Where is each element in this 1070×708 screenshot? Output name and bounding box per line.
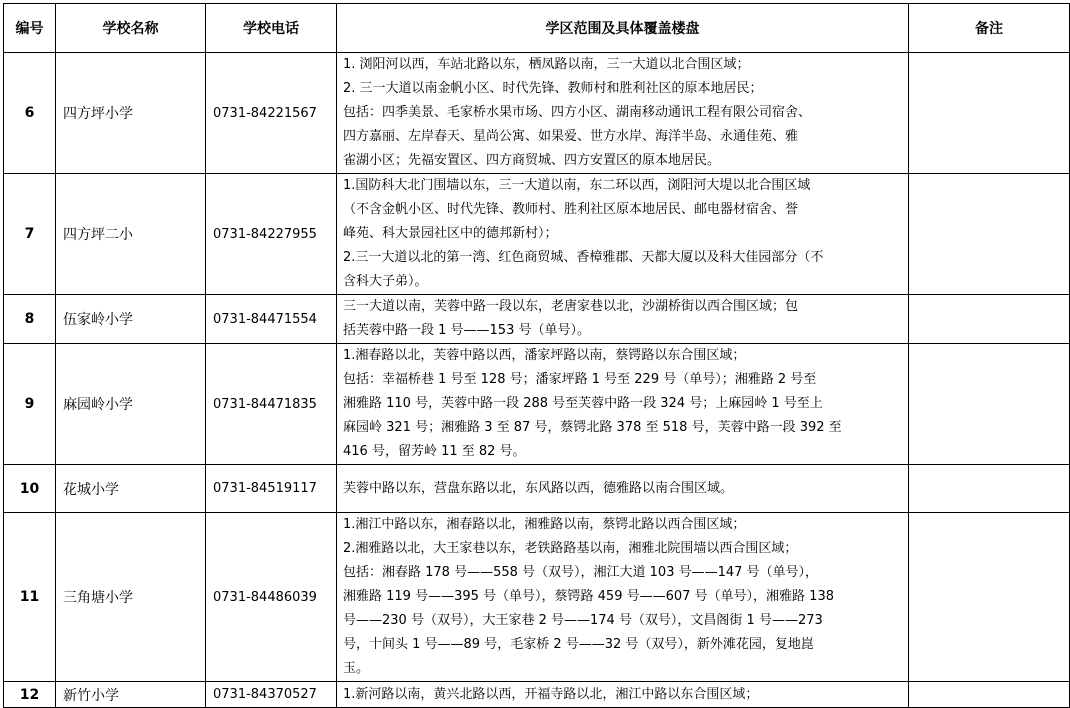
table-row (4, 295, 1070, 344)
header-school-name: 学校名称 (56, 4, 206, 53)
school-phone: 0731-84486039 (206, 513, 337, 682)
district-line: 三一大道以南，芙蓉中路一段以东，老唐家巷以北，沙湖桥街以西合围区域；包 (343, 299, 799, 314)
district-description (337, 295, 909, 344)
district-description (337, 513, 909, 682)
district-line: 雀湖小区；先福安置区、四方商贸城、四方安置区的原本地居民。 (343, 153, 721, 168)
district-line: 湘雅路 119 号——395 号（单号），蔡锷路 459 号——607 号（单号），湘雅路 138 (343, 589, 834, 604)
row-number: 11 (4, 513, 56, 682)
header-row (4, 4, 1070, 53)
school-phone: 0731-84519117 (206, 465, 337, 513)
note-cell (909, 344, 1070, 465)
district-line: 号——230 号（双号），大王家巷 2 号——174 号（双号），文昌阁街 1 号——273 (343, 613, 823, 628)
district-line: 括芙蓉中路一段 1 号——153 号（单号）。 (343, 323, 590, 338)
school-phone: 0731-84471554 (206, 295, 337, 344)
header-note: 备注 (909, 4, 1070, 53)
school-name: 三角塘小学 (56, 513, 206, 682)
school-name: 花城小学 (56, 465, 206, 513)
district-description (337, 53, 909, 174)
note-cell (909, 682, 1070, 708)
district-line: 包括：幸福桥巷 1 号至 128 号；潘家坪路 1 号至 229 号（单号）；湘雅路 2 号至 (343, 372, 817, 387)
district-line: 号，十间头 1 号——89 号，毛家桥 2 号——32 号（双号），新外滩花园，复地崑 (343, 637, 814, 652)
school-phone: 0731-84227955 (206, 174, 337, 295)
district-description (337, 465, 909, 513)
school-phone: 0731-84370527 (206, 682, 337, 708)
district-line: 1.新河路以南，黄兴北路以西，开福寺路以北，湘江中路以东合围区域； (343, 686, 759, 702)
district-line: 包括：湘春路 178 号——558 号（双号），湘江大道 103 号——147 号（单号）， (343, 565, 819, 580)
row-number: 10 (4, 465, 56, 513)
row-number: 12 (4, 682, 56, 708)
district-line: 2.三一大道以北的第一湾、红色商贸城、香樟雅郡、天都大厦以及科大佳园部分（不 (343, 250, 824, 265)
school-name: 伍家岭小学 (56, 295, 206, 344)
school-name: 新竹小学 (56, 682, 206, 708)
district-line: 1. 浏阳河以西，车站北路以东，栖凤路以南，三一大道以北合围区域； (343, 57, 750, 72)
school-name: 四方坪小学 (56, 53, 206, 174)
district-line: 包括：四季美景、毛家桥水果市场、四方小区、湖南移动通讯工程有限公司宿舍、 (343, 105, 812, 120)
district-line: 416 号，留芳岭 11 至 82 号。 (343, 444, 526, 459)
district-line: （不含金帆小区、时代先锋、教师村、胜利社区原本地居民、邮电器材宿舍、誉 (343, 202, 799, 217)
table-row (4, 53, 1070, 174)
district-description (337, 174, 909, 295)
district-line: 湘雅路 110 号，芙蓉中路一段 288 号至芙蓉中路一段 324 号；上麻园岭 1 号至上 (343, 396, 823, 411)
row-number: 8 (4, 295, 56, 344)
district-line: 1.湘江中路以东，湘春路以北，湘雅路以南，蔡锷北路以西合围区域； (343, 517, 746, 532)
table-row (4, 174, 1070, 295)
note-cell (909, 295, 1070, 344)
district-description (337, 344, 909, 465)
table-row (4, 465, 1070, 513)
row-number: 9 (4, 344, 56, 465)
school-phone: 0731-84471835 (206, 344, 337, 465)
district-description (337, 682, 909, 708)
table-row (4, 344, 1070, 465)
district-line: 芙蓉中路以东，营盘东路以北，东风路以西，德雅路以南合围区域。 (343, 480, 734, 496)
district-line: 2. 三一大道以南金帆小区、时代先锋、教师村和胜利社区的原本地居民； (343, 81, 763, 96)
header-district: 学区范围及具体覆盖楼盘 (337, 4, 909, 53)
school-name: 麻园岭小学 (56, 344, 206, 465)
table-row (4, 513, 1070, 682)
note-cell (909, 513, 1070, 682)
school-district-table (3, 3, 1070, 708)
table-row (4, 682, 1070, 708)
header-phone: 学校电话 (206, 4, 337, 53)
district-line: 麻园岭 321 号；湘雅路 3 至 87 号，蔡锷北路 378 至 518 号，芙蓉中路一段 392 至 (343, 420, 842, 435)
district-line: 2.湘雅路以北，大王家巷以东，老铁路路基以南，湘雅北院围墙以西合围区域； (343, 541, 798, 556)
district-line: 四方嘉丽、左岸春天、星尚公寓、如果爱、世方水岸、海洋半岛、永通佳苑、雅 (343, 129, 799, 144)
district-line: 玉。 (343, 661, 370, 676)
row-number: 6 (4, 53, 56, 174)
school-phone: 0731-84221567 (206, 53, 337, 174)
note-cell (909, 174, 1070, 295)
row-number: 7 (4, 174, 56, 295)
note-cell (909, 465, 1070, 513)
school-name: 四方坪二小 (56, 174, 206, 295)
district-line: 1.国防科大北门围墙以东，三一大道以南，东二环以西，浏阳河大堤以北合围区域 (343, 178, 811, 193)
district-line: 1.湘春路以北，芙蓉中路以西，潘家坪路以南，蔡锷路以东合围区域； (343, 348, 746, 363)
district-line: 含科大子弟）。 (343, 274, 428, 289)
note-cell (909, 53, 1070, 174)
district-line: 峰苑、科大景园社区中的德邦新村）； (343, 226, 558, 241)
header-number: 编号 (4, 4, 56, 53)
